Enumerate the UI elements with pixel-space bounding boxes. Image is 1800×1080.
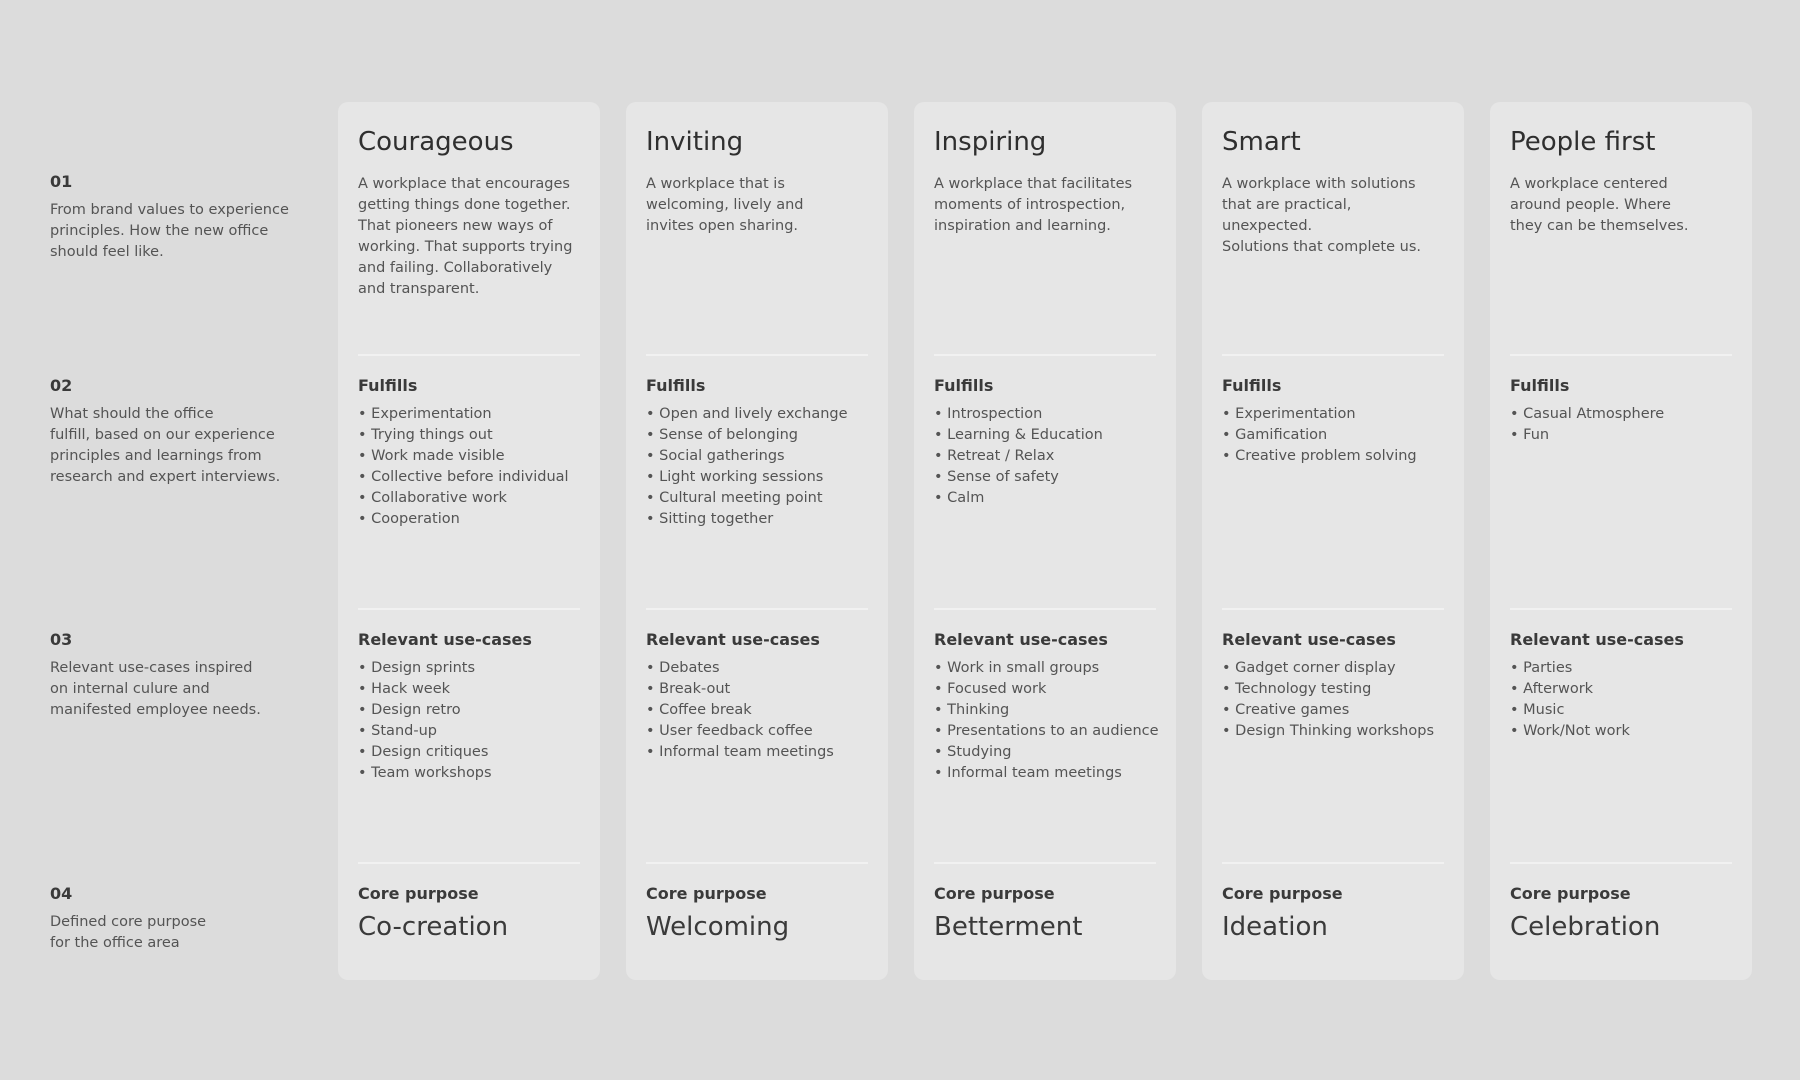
list-item: • Coffee break — [646, 700, 868, 721]
card-description: A workplace with solutions that are practical, unexpected. Solutions that complete us. — [1222, 176, 1421, 255]
section-divider — [1510, 862, 1732, 864]
section-divider — [1510, 608, 1732, 610]
fulfills-section — [1510, 376, 1732, 446]
principle-card — [1490, 102, 1752, 980]
usecases-section — [358, 630, 580, 784]
card-content — [646, 102, 868, 980]
list-item: • Presentations to an audience — [934, 721, 1156, 742]
usecases-list — [1510, 658, 1732, 742]
section-divider — [358, 608, 580, 610]
list-item: • Thinking — [934, 700, 1156, 721]
card-title: People first — [1510, 127, 1656, 157]
usecases-section — [646, 630, 868, 763]
list-item: • Experimentation — [1222, 404, 1444, 425]
usecases-heading: Relevant use-cases — [934, 630, 1108, 649]
list-item: • Cultural meeting point — [646, 488, 868, 509]
list-item: • Technology testing — [1222, 679, 1444, 700]
list-item: • Focused work — [934, 679, 1156, 700]
fulfills-list — [358, 404, 580, 530]
fulfills-section — [358, 376, 580, 530]
list-item: • Work/Not work — [1510, 721, 1732, 742]
principle-card — [914, 102, 1176, 980]
usecases-heading: Relevant use-cases — [1510, 630, 1684, 649]
principle-card — [626, 102, 888, 980]
list-item: • Trying things out — [358, 425, 580, 446]
card-description: A workplace that facilitates moments of introspection, inspiration and learning. — [934, 176, 1133, 234]
list-item: • Stand-up — [358, 721, 580, 742]
fulfills-list — [1222, 404, 1444, 467]
card-title: Inspiring — [934, 127, 1047, 157]
row-label-03 — [50, 630, 290, 721]
list-item: • Informal team meetings — [646, 742, 868, 763]
core-purpose-value: Welcoming — [646, 912, 790, 942]
usecases-section — [1222, 630, 1444, 742]
row-number: 04 — [50, 884, 73, 903]
list-item: • Music — [1510, 700, 1732, 721]
section-divider — [646, 608, 868, 610]
principle-card — [1202, 102, 1464, 980]
list-item: • Cooperation — [358, 509, 580, 530]
list-item: • Collective before individual — [358, 467, 580, 488]
section-divider — [1222, 862, 1444, 864]
principle-card — [338, 102, 600, 980]
list-item: • Retreat / Relax — [934, 446, 1156, 467]
list-item: • Experimentation — [358, 404, 580, 425]
usecases-list — [646, 658, 868, 763]
list-item: • Learning & Education — [934, 425, 1156, 446]
list-item: • Debates — [646, 658, 868, 679]
list-item: • Creative games — [1222, 700, 1444, 721]
core-purpose-section — [934, 884, 1156, 944]
section-divider — [934, 608, 1156, 610]
card-content — [1510, 102, 1732, 980]
list-item: • Calm — [934, 488, 1156, 509]
list-item: • Informal team meetings — [934, 763, 1156, 784]
list-item: • Work made visible — [358, 446, 580, 467]
core-purpose-section — [358, 884, 580, 944]
list-item: • Light working sessions — [646, 467, 868, 488]
fulfills-section — [1222, 376, 1444, 467]
section-divider — [1222, 608, 1444, 610]
list-item: • Casual Atmosphere — [1510, 404, 1732, 425]
core-purpose-value: Ideation — [1222, 912, 1328, 942]
usecases-section — [934, 630, 1159, 784]
core-purpose-value: Co-creation — [358, 912, 509, 942]
fulfills-heading: Fulfills — [934, 376, 994, 395]
core-purpose-heading: Core purpose — [646, 884, 767, 903]
fulfills-heading: Fulfills — [1510, 376, 1570, 395]
usecases-heading: Relevant use-cases — [646, 630, 820, 649]
core-purpose-value: Betterment — [934, 912, 1083, 942]
section-divider — [358, 862, 580, 864]
section-divider — [934, 862, 1156, 864]
list-item: • Hack week — [358, 679, 580, 700]
list-item: • Sense of belonging — [646, 425, 868, 446]
card-title: Courageous — [358, 127, 514, 157]
list-item: • Social gatherings — [646, 446, 868, 467]
list-item: • Work in small groups — [934, 658, 1156, 679]
row-number: 03 — [50, 630, 73, 649]
list-item: • User feedback coffee — [646, 721, 868, 742]
row-description: What should the office fulfill, based on our experience principles and learnings from research and expert interviews. — [50, 406, 281, 485]
section-divider — [1510, 354, 1732, 356]
section-divider — [358, 354, 580, 356]
list-item: • Introspection — [934, 404, 1156, 425]
row-label-04 — [50, 884, 290, 954]
list-item: • Design sprints — [358, 658, 580, 679]
card-content — [934, 102, 1159, 980]
list-item: • Creative problem solving — [1222, 446, 1444, 467]
fulfills-list — [1510, 404, 1732, 446]
core-purpose-section — [1510, 884, 1732, 944]
core-purpose-section — [1222, 884, 1444, 944]
row-description: From brand values to experience principles. How the new office should feel like. — [50, 202, 289, 260]
card-description: A workplace that is welcoming, lively and invites open sharing. — [646, 176, 804, 234]
list-item: • Afterwork — [1510, 679, 1732, 700]
list-item: • Fun — [1510, 425, 1732, 446]
list-item: • Parties — [1510, 658, 1732, 679]
fulfills-section — [646, 376, 868, 530]
list-item: • Break-out — [646, 679, 868, 700]
fulfills-heading: Fulfills — [1222, 376, 1282, 395]
core-purpose-heading: Core purpose — [934, 884, 1055, 903]
core-purpose-heading: Core purpose — [1510, 884, 1631, 903]
core-purpose-heading: Core purpose — [1222, 884, 1343, 903]
usecases-list — [358, 658, 580, 784]
usecases-list — [1222, 658, 1444, 742]
core-purpose-section — [646, 884, 868, 944]
card-title: Smart — [1222, 127, 1301, 157]
usecases-heading: Relevant use-cases — [358, 630, 532, 649]
row-label-02 — [50, 376, 290, 488]
fulfills-list — [646, 404, 868, 530]
card-content — [358, 102, 580, 980]
card-description: A workplace that encourages getting things done together. That pioneers new ways of working. That supports trying and failing. Collaboratively and transparent. — [358, 176, 573, 297]
core-purpose-value: Celebration — [1510, 912, 1661, 942]
section-divider — [646, 354, 868, 356]
usecases-list — [934, 658, 1159, 784]
row-number: 01 — [50, 172, 73, 191]
fulfills-section — [934, 376, 1156, 509]
card-title: Inviting — [646, 127, 744, 157]
list-item: • Sense of safety — [934, 467, 1156, 488]
card-content — [1222, 102, 1444, 980]
usecases-heading: Relevant use-cases — [1222, 630, 1396, 649]
card-description: A workplace centered around people. Where they can be themselves. — [1510, 176, 1689, 234]
fulfills-heading: Fulfills — [646, 376, 706, 395]
fulfills-heading: Fulfills — [358, 376, 418, 395]
list-item: • Design retro — [358, 700, 580, 721]
row-description: Defined core purpose for the office area — [50, 914, 207, 951]
list-item: • Collaborative work — [358, 488, 580, 509]
list-item: • Team workshops — [358, 763, 580, 784]
list-item: • Design Thinking workshops — [1222, 721, 1444, 742]
list-item: • Gadget corner display — [1222, 658, 1444, 679]
list-item: • Studying — [934, 742, 1156, 763]
row-description: Relevant use-cases inspired on internal culure and manifested employee needs. — [50, 660, 261, 718]
list-item: • Sitting together — [646, 509, 868, 530]
list-item: • Design critiques — [358, 742, 580, 763]
section-divider — [934, 354, 1156, 356]
list-item: • Open and lively exchange — [646, 404, 868, 425]
row-label-01 — [50, 172, 290, 263]
section-divider — [1222, 354, 1444, 356]
list-item: • Gamification — [1222, 425, 1444, 446]
section-divider — [646, 862, 868, 864]
row-number: 02 — [50, 376, 73, 395]
fulfills-list — [934, 404, 1156, 509]
usecases-section — [1510, 630, 1732, 742]
core-purpose-heading: Core purpose — [358, 884, 479, 903]
